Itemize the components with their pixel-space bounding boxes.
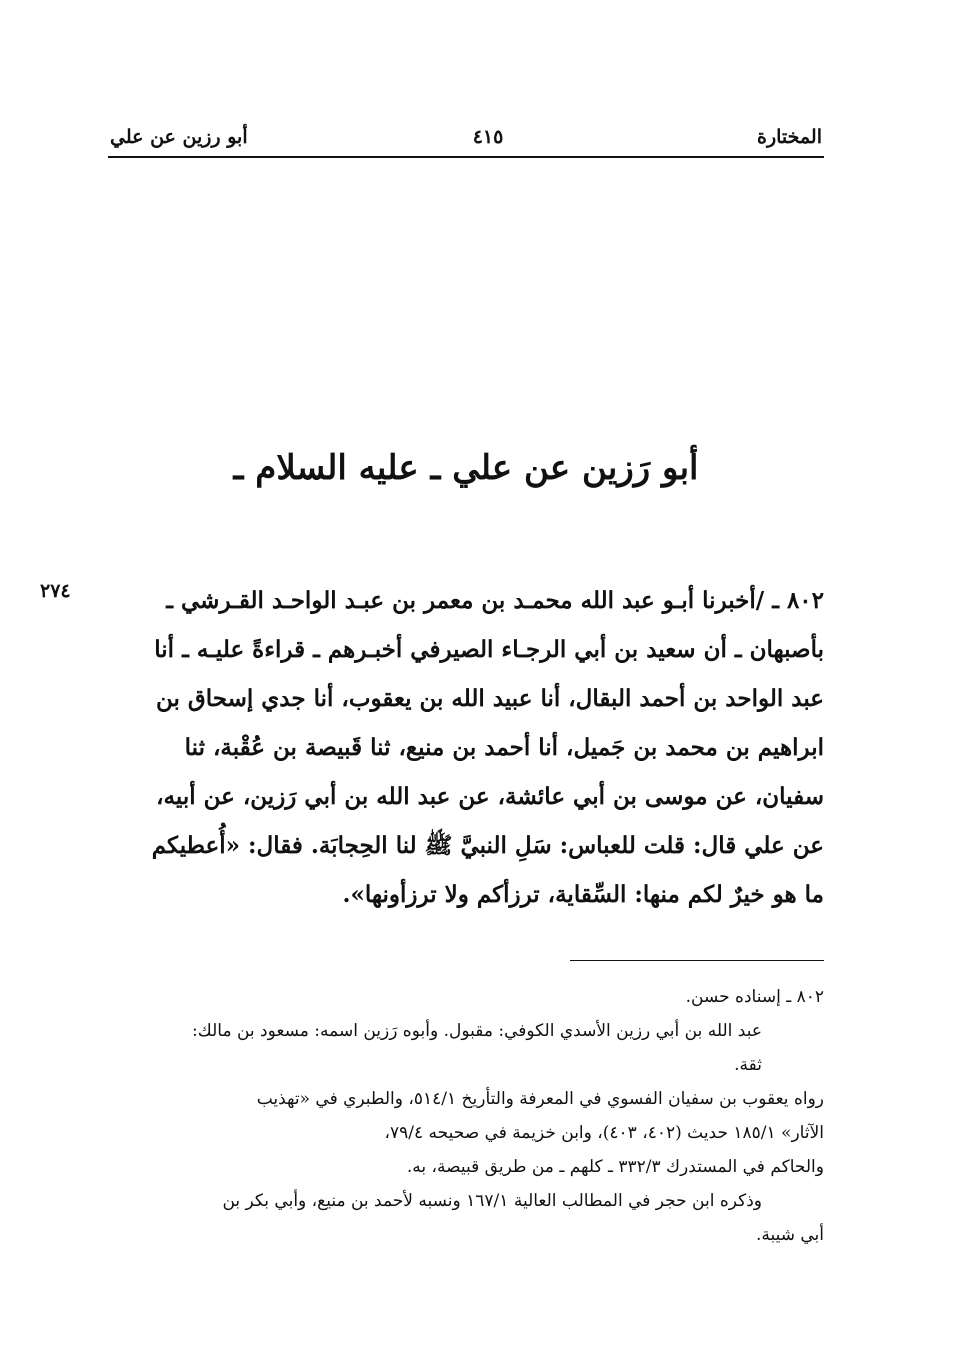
footnote-rule [570,960,824,961]
running-header [108,120,824,158]
hadith-line: ابراهيم بن محمد بن جَميل، أنا أحمد بن منيع، ثنا قَبيصة بن عُقْبة، ثنا [184,734,824,761]
hadith-text [108,576,824,919]
footnote-line: والحاكم في المستدرك ٣٣٢/٣ ـ كلهم ـ من طريق قبيصة، به. [406,1157,824,1177]
chapter-title: أبو رَزين عن علي ـ عليه السلام ـ [233,448,699,488]
margin-number: ٢٧٤ [40,580,71,602]
header-rule [108,156,824,158]
footnote-line: ٨٠٢ ـ إسناده حسن. [685,987,824,1007]
footnote-line: ثقة. [734,1055,762,1075]
section-title: أبو رزين عن علي [110,126,248,148]
hadith-line: عن علي قال: قلت للعباس: سَلِ النبيَّ ﷺ لنا الحِجابَة. فقال: «أُعطيكم [151,832,824,859]
footnote-line: رواه يعقوب بن سفيان الفسوي في المعرفة والتأريخ ٥١٤/١، والطبري في «تهذيب [256,1089,824,1109]
footnotes [108,980,824,1252]
footnote-line: عبد الله بن أبي رزين الأسدي الكوفي: مقبول. وأبوه رَزين اسمه: مسعود بن مالك: [192,1021,762,1041]
footnote-line: أبي شيبة. [755,1225,824,1245]
hadith-line: ما هو خيرٌ لكم منها: السِّقاية، ترزأكم ولا ترزأونها». [342,881,824,908]
hadith-line: بأصبهان ـ أن سعيد بن أبي الرجـاء الصيرفي أخبـرهم ـ قراءةً عليـه ـ أنا [154,636,824,663]
hadith-line: سفيان، عن موسى بن أبي عائشة، عن عبد الله بن أبي رَزين، عن أبيه، [156,783,824,810]
hadith-line: عبد الواحد بن أحمد البقال، أنا عبيد الله بن يعقوب، أنا جدي إسحاق بن [156,685,824,712]
book-title: المختارة [757,126,822,148]
footnote-line: الآثار» ١٨٥/١ حديث (٤٠٢، ٤٠٣)، وابن خزيمة في صحيحه ٧٩/٤، [384,1123,824,1143]
page-number: ٤١٥ [472,126,504,148]
hadith-line: ٨٠٢ ـ /أخبرنا أبـو عبد الله محمـد بن معمر بن عبـد الواحـد القـرشي ـ [166,587,824,614]
footnote-line: وذكره ابن حجر في المطالب العالية ١٦٧/١ ونسبه لأحمد بن منيع، وأبي بكر بن [222,1191,762,1211]
